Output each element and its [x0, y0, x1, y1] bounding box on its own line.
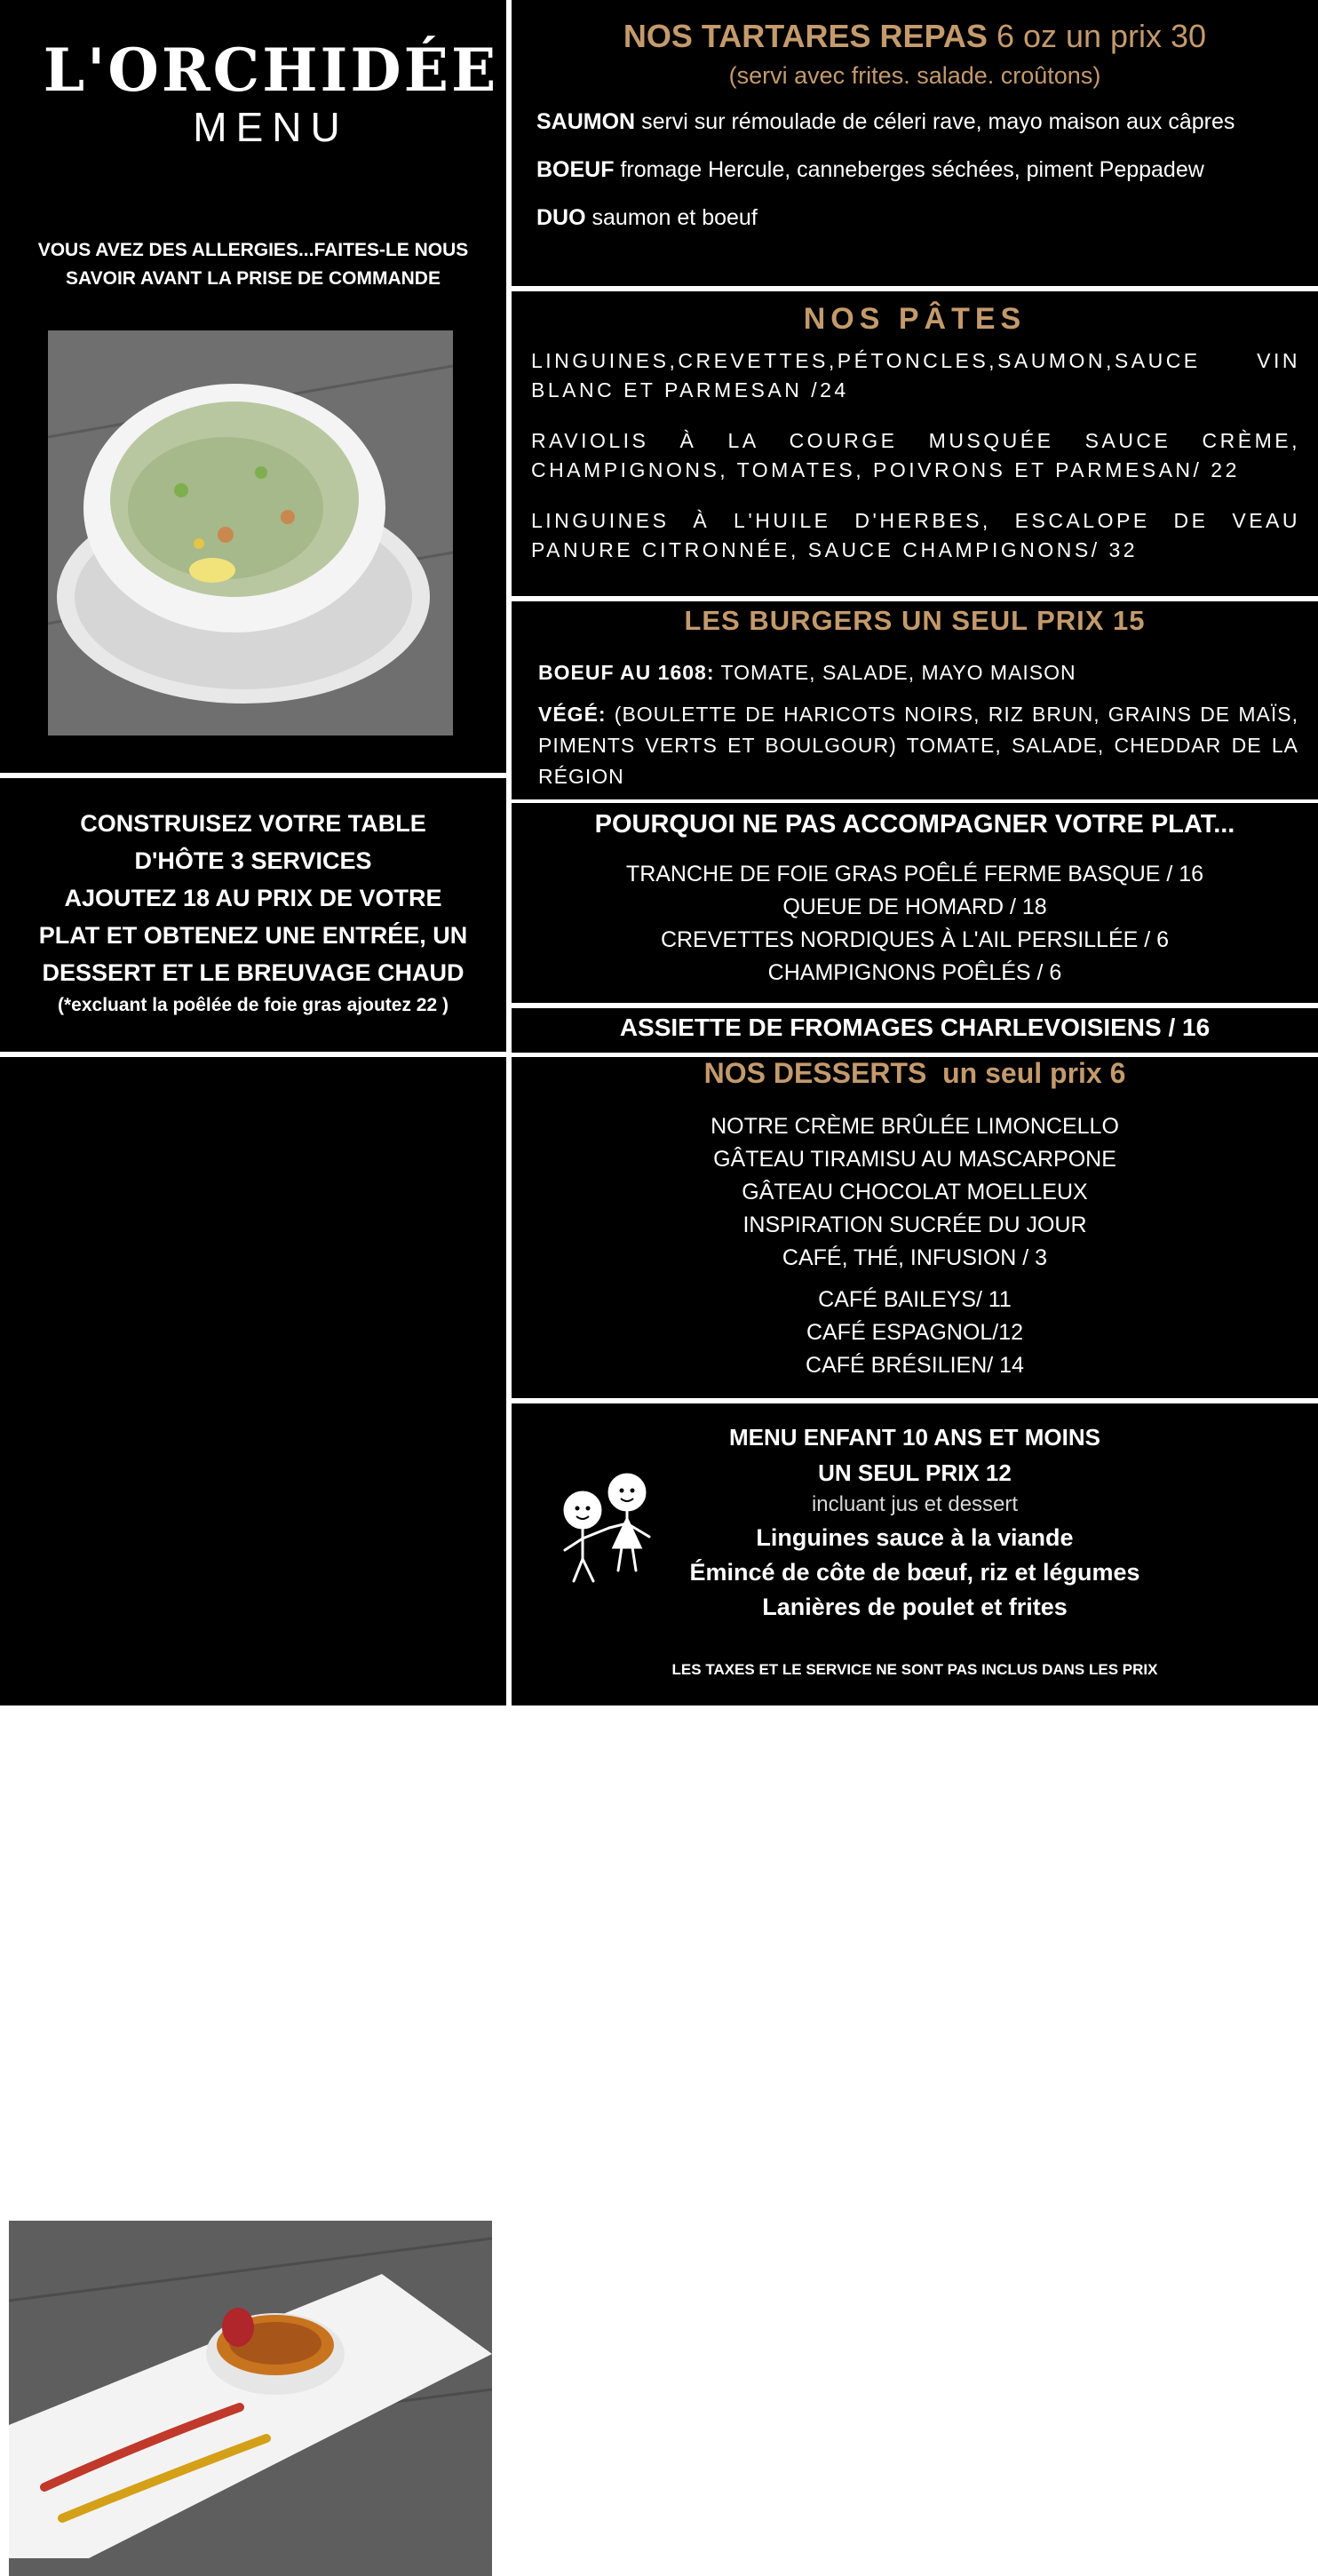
- table-hote-line: DESSERT ET LE BREUVAGE CHAUD: [42, 959, 464, 986]
- enfant-title-line: UN SEUL PRIX 12: [818, 1459, 1012, 1486]
- list-item: CAFÉ BAILEYS/ 11: [818, 1287, 1012, 1312]
- tartares-title: [512, 18, 1318, 55]
- allergy-line: SAVOIR AVANT LA PRISE DE COMMANDE: [66, 268, 441, 289]
- item-name: DUO: [536, 205, 586, 230]
- list-item: CHAMPIGNONS POÊLÉS / 6: [767, 960, 1062, 985]
- list-item: CAFÉ, THÉ, INFUSION / 3: [782, 1245, 1048, 1270]
- table-hote-note: (*excluant la poêlée de foie gras ajoutez 22 ): [58, 995, 449, 1015]
- taxes-footer: LES TAXES ET LE SERVICE NE SONT PAS INCLUS DANS LES PRIX: [671, 1661, 1158, 1678]
- burgers-section: [512, 601, 1318, 799]
- list-item: NOTRE CRÈME BRÛLÉE LIMONCELLO: [711, 1114, 1119, 1139]
- item-desc: servi sur rémoulade de céleri rave, mayo maison aux câpres: [641, 109, 1235, 134]
- list-item: INSPIRATION SUCRÉE DU JOUR: [742, 1212, 1087, 1237]
- item-name: SAUMON: [536, 109, 636, 134]
- pasta-dish-photo: [48, 330, 453, 735]
- accompagner-title: POURQUOI NE PAS ACCOMPAGNER VOTRE PLAT...: [594, 810, 1235, 839]
- list-item: TRANCHE DE FOIE GRAS POÊLÉ FERME BASQUE / 16: [625, 862, 1204, 886]
- tartares-title-text: NOS TARTARES REPAS: [623, 18, 988, 54]
- allergy-line: VOUS AVEZ DES ALLERGIES...FAITES-LE NOUS: [37, 240, 469, 260]
- list-item: Émincé de côte de bœuf, riz et légumes: [689, 1559, 1140, 1586]
- tartares-price: 6 oz un prix 30: [996, 18, 1207, 54]
- tartares-section: [512, 0, 1318, 286]
- creme-brulee-illustration: [9, 2221, 492, 2576]
- tartares-subtitle: (servi avec frites. salade. croûtons): [728, 62, 1101, 89]
- fromages-section: [512, 1008, 1318, 1053]
- table-hote-text: [12, 805, 494, 1020]
- pates-section: [512, 291, 1318, 596]
- item-desc: fromage Hercule, canneberges séchées, piment Peppadew: [620, 157, 1204, 182]
- list-item: RAVIOLIS À LA COURGE MUSQUÉE SAUCE CRÈME, CHAMPIGNONS, TOMATES, POIVRONS ET PARMESAN/ 22: [531, 429, 1300, 481]
- spacer: [512, 1275, 1318, 1284]
- list-item: LINGUINES À L'HUILE D'HERBES, ESCALOPE DE VEAU PANURE CITRONNÉE, SAUCE CHAMPIGNONS/ 32: [531, 509, 1300, 561]
- menu-subtitle: MENU: [193, 104, 349, 150]
- desserts-title: NOS DESSERTS un seul prix 6: [703, 1057, 1126, 1089]
- item-desc: TOMATE, SALADE, MAYO MAISON: [720, 661, 1076, 684]
- dessert-photo-panel: [0, 1057, 506, 1705]
- list-item: [536, 201, 1300, 235]
- list-item: [538, 657, 1298, 688]
- list-item: GÂTEAU TIRAMISU AU MASCARPONE: [713, 1147, 1116, 1172]
- list-item: Linguines sauce à la viande: [756, 1524, 1074, 1551]
- item-name: VÉGÉ:: [538, 703, 607, 726]
- list-item: LINGUINES,CREVETTES,PÉTONCLES,SAUMON,SAUCE VIN BLANC ET PARMESAN /24: [531, 349, 1300, 402]
- table-hote-line: D'HÔTE 3 SERVICES: [134, 847, 372, 874]
- burgers-title: LES BURGERS UN SEUL PRIX 15: [684, 605, 1146, 636]
- accompagner-list: [512, 858, 1318, 990]
- table-hote-line: PLAT ET OBTENEZ UNE ENTRÉE, UN: [38, 922, 468, 949]
- item-desc: (BOULETTE DE HARICOTS NOIRS, RIZ BRUN, GRAINS DE MAÏS, PIMENTS VERTS ET BOULGOUR) TOMATE, SALADE, CHEDDAR DE LA RÉGION: [538, 703, 1298, 788]
- list-item: [536, 105, 1300, 139]
- pasta-bowl-illustration: [48, 330, 453, 735]
- list-item: CREVETTES NORDIQUES À L'AIL PERSILLÉE / 6: [660, 927, 1170, 952]
- pates-title: NOS PÂTES: [803, 302, 1027, 336]
- enfant-list: [512, 1521, 1318, 1625]
- list-item: [538, 699, 1298, 792]
- list-item: CAFÉ BRÉSILIEN/ 14: [806, 1353, 1024, 1378]
- table-hote-line: CONSTRUISEZ VOTRE TABLE: [80, 810, 426, 837]
- list-item: GÂTEAU CHOCOLAT MOELLEUX: [742, 1180, 1088, 1205]
- pates-list: [531, 346, 1300, 586]
- list-item: QUEUE DE HOMARD / 18: [782, 894, 1047, 919]
- list-item: Lanières de poulet et frites: [762, 1594, 1068, 1620]
- item-desc: saumon et boeuf: [592, 205, 758, 230]
- list-item: CAFÉ ESPAGNOL/12: [806, 1320, 1024, 1345]
- menu-enfant-section: [512, 1403, 1318, 1705]
- allergy-notice: [18, 236, 488, 293]
- list-item: [536, 153, 1300, 187]
- creme-brulee-photo: [9, 2221, 492, 2576]
- tartares-list: [536, 105, 1300, 249]
- desserts-section: [512, 1057, 1318, 1398]
- restaurant-name: L'ORCHIDÉE: [43, 36, 499, 105]
- desserts-list: [512, 1110, 1318, 1382]
- title-panel: [0, 0, 506, 773]
- burgers-list: [538, 657, 1298, 803]
- item-name: BOEUF AU 1608:: [538, 661, 715, 684]
- table-hote-panel: [0, 778, 506, 1052]
- item-name: BOEUF: [536, 157, 615, 182]
- table-hote-line: AJOUTEZ 18 AU PRIX DE VOTRE: [64, 885, 442, 911]
- enfant-title-line: MENU ENFANT 10 ANS ET MOINS: [729, 1424, 1100, 1451]
- enfant-subtitle: incluant jus et dessert: [811, 1492, 1019, 1516]
- accompagner-section: [512, 803, 1318, 1003]
- fromages-title: ASSIETTE DE FROMAGES CHARLEVOISIENS / 16: [619, 1014, 1211, 1041]
